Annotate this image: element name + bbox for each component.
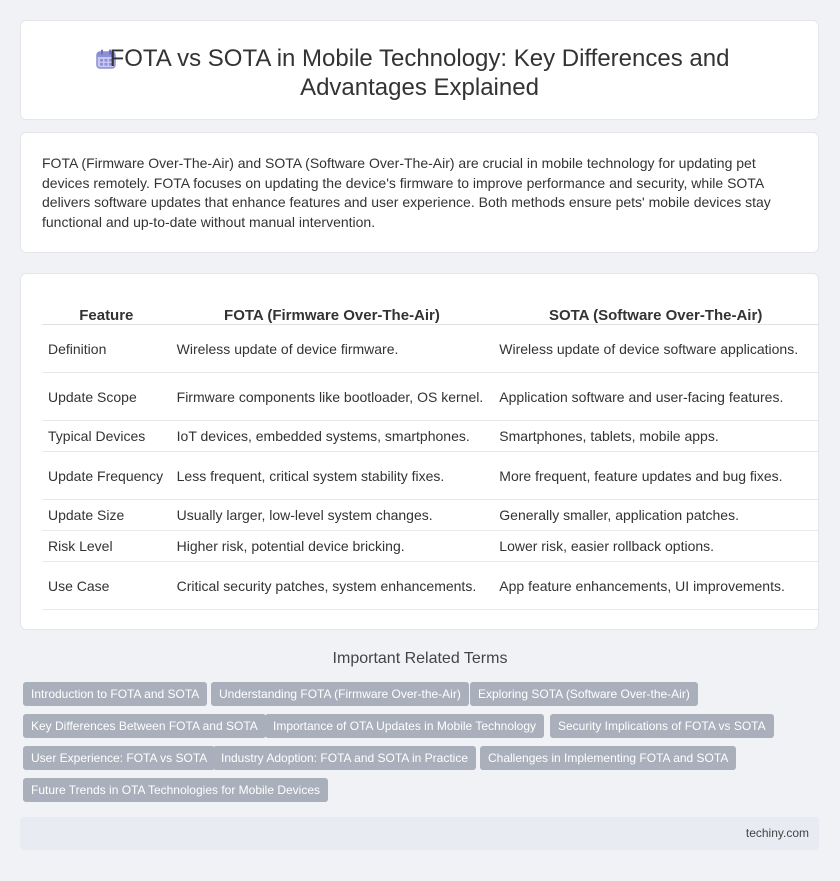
table-row <box>42 562 818 610</box>
table-cell: Firmware components like bootloader, OS kernel. <box>171 373 494 421</box>
header-fota: FOTA (Firmware Over-The-Air) <box>171 294 494 325</box>
related-terms-heading: Important Related Terms <box>332 650 508 667</box>
table-row <box>42 325 818 373</box>
table-cell: Wireless update of device software applications. <box>493 325 818 373</box>
table-cell: Higher risk, potential device bricking. <box>171 531 494 562</box>
table-cell: IoT devices, embedded systems, smartphones. <box>171 421 494 452</box>
table-cell: Typical Devices <box>42 421 171 452</box>
related-term-tag[interactable]: User Experience: FOTA vs SOTA <box>23 746 215 770</box>
comparison-card <box>20 273 819 630</box>
footer <box>20 817 819 850</box>
related-term-tag[interactable]: Introduction to FOTA and SOTA <box>23 682 207 706</box>
table-cell: Less frequent, critical system stability fixes. <box>171 452 494 500</box>
table-cell: Smartphones, tablets, mobile apps. <box>493 421 818 452</box>
related-term-tag[interactable]: Exploring SOTA (Software Over-the-Air) <box>470 682 698 706</box>
table-cell: Usually larger, low-level system changes. <box>171 500 494 531</box>
related-term-tag[interactable]: Importance of OTA Updates in Mobile Technology <box>265 714 544 738</box>
related-term-tag[interactable]: Challenges in Implementing FOTA and SOTA <box>480 746 736 770</box>
table-cell: Generally smaller, application patches. <box>493 500 818 531</box>
related-term-tag[interactable]: Understanding FOTA (Firmware Over-the-Air) <box>211 682 469 706</box>
related-term-tag[interactable]: Security Implications of FOTA vs SOTA <box>550 714 774 738</box>
table-cell: Application software and user-facing features. <box>493 373 818 421</box>
table-row <box>42 500 818 531</box>
related-term-tag[interactable]: Key Differences Between FOTA and SOTA <box>23 714 266 738</box>
table-cell: Update Scope <box>42 373 171 421</box>
table-cell: More frequent, feature updates and bug fixes. <box>493 452 818 500</box>
title-card <box>20 20 819 120</box>
table-row <box>42 531 818 562</box>
table-row <box>42 452 818 500</box>
intro-card <box>20 132 819 253</box>
table-cell: Use Case <box>42 562 171 610</box>
header-feature: Feature <box>42 294 171 325</box>
table-cell: Definition <box>42 325 171 373</box>
table-row <box>42 373 818 421</box>
table-cell: Wireless update of device firmware. <box>171 325 494 373</box>
table-row <box>42 421 818 452</box>
related-term-tag[interactable]: Future Trends in OTA Technologies for Mobile Devices <box>23 778 328 802</box>
table-cell: Risk Level <box>42 531 171 562</box>
site-name[interactable]: techiny.com <box>745 826 809 840</box>
table-cell: Critical security patches, system enhancements. <box>171 562 494 610</box>
page-title: FOTA vs SOTA in Mobile Technology: Key Differences and Advantages Explained <box>109 45 730 101</box>
table-cell: Lower risk, easier rollback options. <box>493 531 818 562</box>
related-term-tag[interactable]: Industry Adoption: FOTA and SOTA in Practice <box>213 746 476 770</box>
table-cell: App feature enhancements, UI improvements. <box>493 562 818 610</box>
table-cell: Update Size <box>42 500 171 531</box>
table-cell: Update Frequency <box>42 452 171 500</box>
intro-paragraph: FOTA (Firmware Over-The-Air) and SOTA (Software Over-The-Air) are crucial in mobile technology for updating pet devices remotely. FOTA focuses on updating the device's firmware to improve performance and security, while SOTA delivers software updates that enhance features and user experience. Both methods ensure pets' mobile devices stay functional and up-to-date without manual intervention. <box>42 155 771 230</box>
header-sota: SOTA (Software Over-The-Air) <box>493 294 818 325</box>
comparison-table <box>42 294 818 610</box>
table-header-row <box>42 294 818 325</box>
